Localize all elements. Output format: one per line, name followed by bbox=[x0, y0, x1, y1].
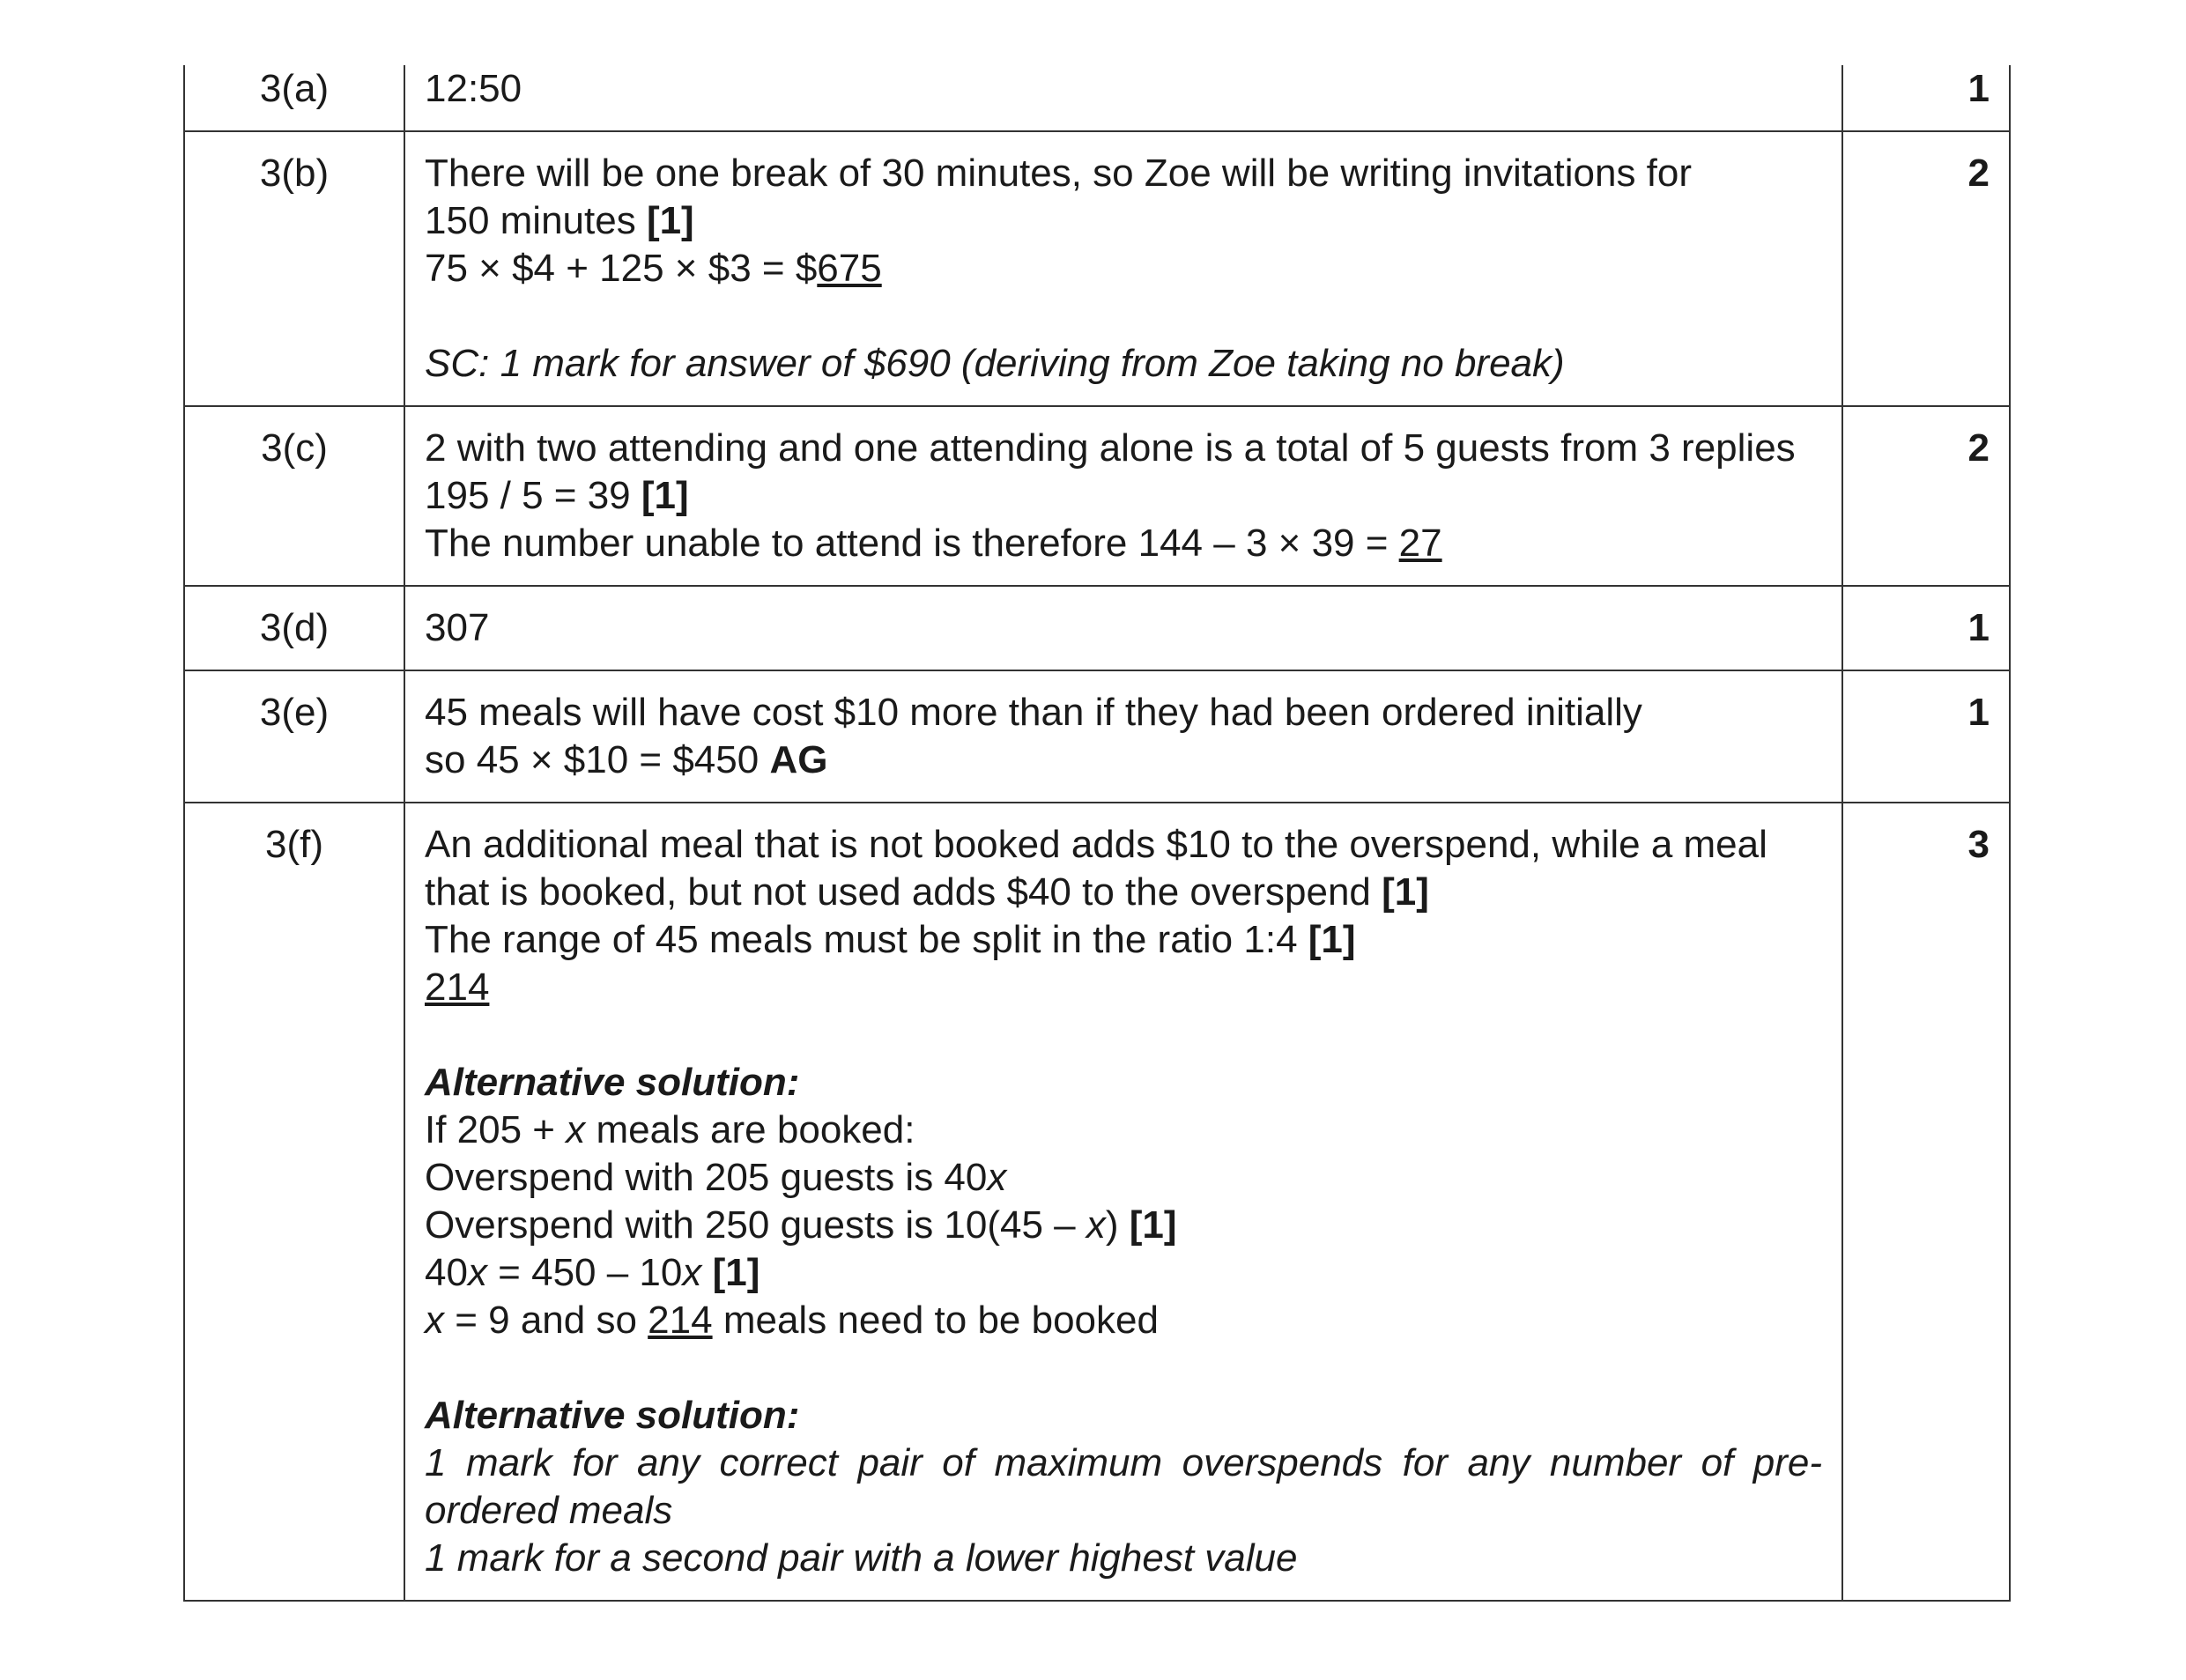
answer-text: x bbox=[1086, 1203, 1106, 1247]
answer-line bbox=[425, 916, 1822, 964]
answer-line bbox=[425, 520, 1822, 567]
answer-text: An additional meal that is not booked adds $10 to the overspend, while a meal bbox=[425, 823, 1767, 866]
answer-text bbox=[701, 1251, 712, 1294]
answer-text: The range of 45 meals must be split in the ratio 1:4 bbox=[425, 918, 1308, 961]
answer-text: 1 mark for a second pair with a lower highest value bbox=[425, 1536, 1298, 1580]
answer-text: 1 mark for any correct pair of maximum overspends for any number of pre-ordered meals bbox=[425, 1441, 1822, 1532]
question-number: 3(b) bbox=[184, 131, 404, 406]
answer-line bbox=[425, 964, 1822, 1011]
answer-line bbox=[425, 292, 1822, 340]
mark-scheme-table bbox=[183, 65, 2011, 1602]
answer-text: = 450 – 10 bbox=[486, 1251, 683, 1294]
answer-text: 12:50 bbox=[425, 67, 522, 110]
question-number: 3(f) bbox=[184, 803, 404, 1601]
answer-text: 214 bbox=[425, 966, 490, 1009]
answer-line bbox=[425, 1249, 1822, 1297]
table-row bbox=[184, 803, 2010, 1601]
answer-line bbox=[425, 1439, 1822, 1535]
marks-value: 2 bbox=[1842, 406, 2010, 586]
answer-line bbox=[425, 736, 1822, 784]
answer-text: 307 bbox=[425, 606, 490, 649]
answer-text: Alternative solution: bbox=[425, 1061, 800, 1104]
marks-value: 3 bbox=[1842, 803, 2010, 1601]
answer-line bbox=[425, 1535, 1822, 1582]
question-number: 3(d) bbox=[184, 586, 404, 670]
answer-text: There will be one break of 30 minutes, so Zoe will be writing invitations for bbox=[425, 152, 1693, 195]
answer-line bbox=[425, 689, 1822, 736]
answer-line bbox=[425, 1011, 1822, 1059]
answer-text: [1] bbox=[712, 1251, 760, 1294]
table-row bbox=[184, 670, 2010, 803]
table-row bbox=[184, 586, 2010, 670]
answer-text: 40 bbox=[425, 1251, 468, 1294]
answer-line bbox=[425, 472, 1822, 520]
answer-text: 2 with two attending and one attending alone is a total of 5 guests from 3 replies bbox=[425, 426, 1796, 470]
answer-line bbox=[425, 604, 1822, 652]
answer-text: 675 bbox=[817, 247, 882, 290]
answer-line bbox=[425, 869, 1822, 916]
answer-text: x bbox=[467, 1251, 487, 1294]
answer-text: 45 meals will have cost $10 more than if they had been ordered initially bbox=[425, 691, 1642, 734]
answer-text: [1] bbox=[1129, 1203, 1177, 1247]
answer-text: The number unable to attend is therefore 144 – 3 × 39 = bbox=[425, 522, 1399, 565]
answer-text: meals need to be booked bbox=[712, 1299, 1159, 1342]
answer-cell bbox=[404, 131, 1842, 406]
answer-line bbox=[425, 1297, 1822, 1344]
answer-cell bbox=[404, 803, 1842, 1601]
answer-text: = 9 and so bbox=[444, 1299, 648, 1342]
answer-text: SC: 1 mark for answer of $690 (deriving from Zoe taking no break) bbox=[425, 342, 1565, 385]
answer-text: that is booked, but not used adds $40 to the overspend bbox=[425, 870, 1382, 914]
answer-text: ) bbox=[1105, 1203, 1130, 1247]
table-row bbox=[184, 65, 2010, 131]
answer-line bbox=[425, 1202, 1822, 1249]
answer-line bbox=[425, 65, 1822, 113]
marks-value: 2 bbox=[1842, 131, 2010, 406]
answer-line bbox=[425, 197, 1822, 245]
answer-text: 150 minutes bbox=[425, 199, 647, 242]
answer-text: [1] bbox=[641, 474, 689, 517]
table-row bbox=[184, 406, 2010, 586]
answer-line bbox=[425, 1154, 1822, 1202]
answer-text: [1] bbox=[646, 199, 694, 242]
answer-line bbox=[425, 821, 1822, 869]
answer-cell bbox=[404, 406, 1842, 586]
answer-text: so 45 × $10 = $450 bbox=[425, 738, 770, 781]
answer-text: AG bbox=[769, 738, 828, 781]
answer-line bbox=[425, 340, 1822, 388]
question-number: 3(e) bbox=[184, 670, 404, 803]
answer-cell bbox=[404, 670, 1842, 803]
answer-text: meals are booked: bbox=[585, 1108, 915, 1151]
marks-value: 1 bbox=[1842, 586, 2010, 670]
answer-cell bbox=[404, 586, 1842, 670]
answer-line bbox=[425, 1392, 1822, 1439]
question-number: 3(c) bbox=[184, 406, 404, 586]
answer-text: 214 bbox=[648, 1299, 713, 1342]
marks-value: 1 bbox=[1842, 670, 2010, 803]
answer-text: x bbox=[566, 1108, 586, 1151]
answer-text: [1] bbox=[1382, 870, 1429, 914]
answer-line bbox=[425, 425, 1822, 472]
answer-text: x bbox=[682, 1251, 702, 1294]
answer-line bbox=[425, 150, 1822, 197]
answer-line bbox=[425, 1059, 1822, 1106]
answer-text: x bbox=[425, 1299, 444, 1342]
answer-line bbox=[425, 245, 1822, 292]
answer-text: If 205 + bbox=[425, 1108, 567, 1151]
question-number: 3(a) bbox=[184, 65, 404, 131]
answer-text: Overspend with 205 guests is 40 bbox=[425, 1156, 988, 1199]
answer-text: x bbox=[987, 1156, 1007, 1199]
table-row bbox=[184, 131, 2010, 406]
answer-text: 75 × $4 + 125 × $3 = $ bbox=[425, 247, 818, 290]
answer-line bbox=[425, 1106, 1822, 1154]
answer-line bbox=[425, 1344, 1822, 1392]
answer-text: Alternative solution: bbox=[425, 1394, 800, 1437]
answer-text: [1] bbox=[1308, 918, 1356, 961]
answer-cell bbox=[404, 65, 1842, 131]
answer-text: 195 / 5 = 39 bbox=[425, 474, 641, 517]
answer-text: Overspend with 250 guests is 10(45 – bbox=[425, 1203, 1086, 1247]
answer-text: 27 bbox=[1398, 522, 1442, 565]
marks-value: 1 bbox=[1842, 65, 2010, 131]
